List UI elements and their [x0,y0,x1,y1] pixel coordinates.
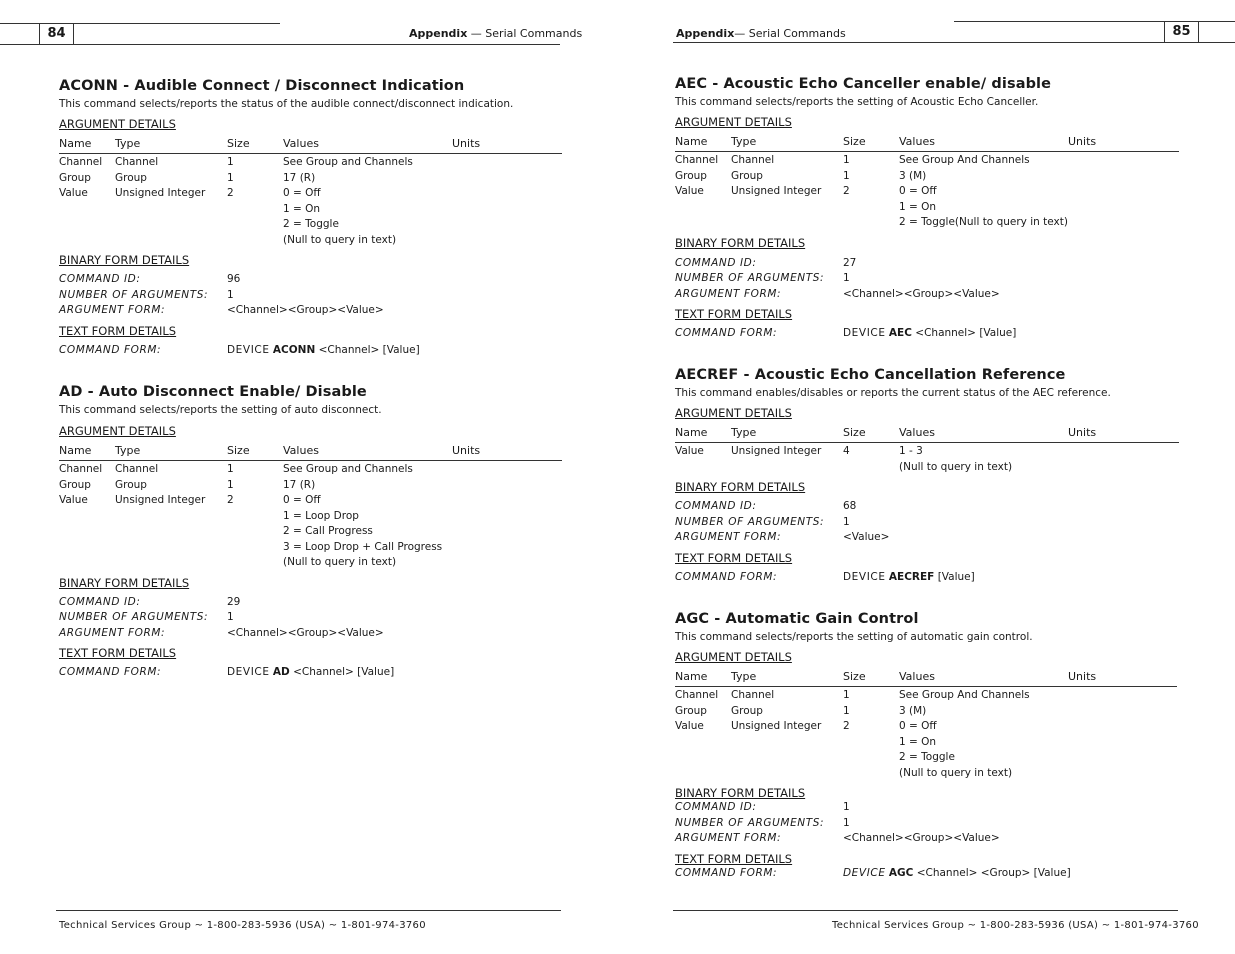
column-header-type: Type [115,444,141,457]
cell-type: Group [731,169,763,182]
table-row [675,153,1179,169]
table-row [675,719,1177,735]
column-header-size: Size [843,135,866,148]
num-args: 1 [843,272,850,284]
argument-heading: ARGUMENT DETAILS [675,650,792,664]
table-header [59,137,562,154]
column-header-size: Size [227,137,250,150]
cell-values: 0 = Off [283,187,321,199]
column-header-units: Units [452,137,481,150]
binary-details [675,800,1180,847]
cell-values: 1 = Loop Drop [283,509,359,522]
cell-values: 1 = On [283,202,321,215]
table-row [59,202,562,218]
command-id-label: COMMAND ID: [675,801,757,813]
text-details [675,866,1180,882]
column-header-type: Type [731,426,757,439]
command-form [843,866,1071,882]
cell-values: (Null to query in text) [283,556,397,568]
cf-args: [Value] [937,570,975,583]
cell-name: Channel [675,154,719,166]
cf-command: AD [272,666,290,678]
cell-type: Channel [731,154,775,166]
section-aec [675,76,1180,342]
cell-values: 2 = Toggle [899,751,955,763]
column-header-units: Units [452,444,481,457]
footer: Technical Services Group ~ 1-800-283-5936 (USA) ~ 1-801-974-3760 [59,920,426,931]
cell-values: 1 - 3 [899,445,923,457]
header-rule-bottom [673,42,1235,43]
cell-values: See Group and Channels [283,463,413,475]
cell-name: Value [59,494,88,506]
footer-rule [56,910,561,911]
left-page [0,0,600,954]
column-header-units: Units [1068,135,1097,148]
cell-name: Group [675,169,707,182]
cf-device: DEVICE [843,570,886,583]
table-row [675,704,1177,720]
cf-command: AEC [888,327,912,339]
cell-type: Unsigned Integer [731,720,822,732]
command-id: 27 [843,256,857,269]
table-row [675,215,1179,231]
table-row [675,200,1179,216]
table-row [59,509,562,525]
command-id-label: COMMAND ID: [675,256,757,269]
arg-form: <Value> [843,531,890,543]
num-args: 1 [843,816,850,829]
num-args: 1 [227,611,234,623]
column-header-values: Values [899,670,935,683]
section-description: This command selects/reports the setting of auto disconnect. [59,404,382,416]
cell-type: Channel [731,689,775,701]
cell-type: Group [115,478,147,491]
footer-rule [673,910,1178,911]
section-aconn [59,78,564,358]
cell-values: See Group and Channels [283,156,413,168]
table-row [59,171,562,187]
section-description: This command selects/reports the setting of Acoustic Echo Canceller. [675,96,1039,108]
cf-args: <Channel> [Value] [915,327,1017,339]
cell-name: Channel [59,463,103,475]
section-aecref [675,367,1180,585]
argument-table [59,444,562,571]
section-agc [675,611,1180,881]
command-form-label: COMMAND FORM: [675,570,778,583]
cell-values: (Null to query in text) [899,460,1013,473]
num-args: 1 [843,515,850,528]
cell-values: 2 = Toggle(Null to query in text) [899,216,1068,228]
num-args-label: NUMBER OF ARGUMENTS: [675,272,825,284]
header-rule-bottom [0,44,560,45]
cell-values: 1 = On [899,200,937,213]
column-header-values: Values [283,137,319,150]
cell-values: (Null to query in text) [283,233,397,246]
cell-values: 0 = Off [283,494,321,506]
cell-size: 1 [843,689,850,701]
arg-form-label: ARGUMENT FORM: [675,531,782,543]
cell-values: See Group And Channels [899,689,1030,701]
header-rest: — Serial Commands [467,27,583,40]
cell-type: Channel [115,463,159,475]
cf-args: <Channel> [Value] [318,343,420,356]
command-id-label: COMMAND ID: [59,273,141,285]
cell-values: See Group And Channels [899,154,1030,166]
arg-form-label: ARGUMENT FORM: [59,304,166,316]
binary-details [59,272,564,319]
table-row [675,169,1179,185]
cell-name: Value [675,185,704,197]
command-id: 96 [227,273,241,285]
table-row [59,233,562,249]
column-header-name: Name [675,426,708,439]
text-heading: TEXT FORM DETAILS [675,851,793,866]
cell-values: 17 (R) [283,478,316,491]
command-id-label: COMMAND ID: [675,500,757,512]
column-header-type: Type [115,137,141,150]
column-header-type: Type [731,670,757,683]
argument-heading: ARGUMENT DETAILS [675,406,792,420]
cell-size: 2 [227,187,234,199]
command-form-label: COMMAND FORM: [59,343,162,356]
table-header [675,670,1177,687]
cell-values: 2 = Toggle [283,218,339,230]
text-heading: TEXT FORM DETAILS [59,323,177,338]
cell-values: 3 = Loop Drop + Call Progress [283,540,443,553]
running-header [676,27,846,40]
num-args-label: NUMBER OF ARGUMENTS: [59,288,209,301]
cell-type: Unsigned Integer [731,185,822,197]
table-row [59,524,562,540]
column-header-type: Type [731,135,757,148]
cell-size: 4 [843,445,850,457]
footer: Technical Services Group ~ 1-800-283-5936 (USA) ~ 1-801-974-3760 [832,920,1199,931]
table-row [59,478,562,494]
cell-values: 3 (M) [899,169,927,182]
column-header-name: Name [675,135,708,148]
arg-form: <Channel><Group><Value> [227,626,384,639]
command-form-label: COMMAND FORM: [675,866,778,879]
binary-heading: BINARY FORM DETAILS [59,253,190,267]
arg-form-label: ARGUMENT FORM: [59,626,166,639]
arg-form: <Channel><Group><Value> [227,304,384,316]
text-heading: TEXT FORM DETAILS [59,646,177,660]
table-row [59,493,562,509]
cell-values: 1 = On [899,735,937,748]
column-header-units: Units [1068,670,1097,683]
column-header-name: Name [675,670,708,683]
table-row [59,555,562,571]
cell-name: Channel [59,156,103,168]
cell-values: 3 (M) [899,704,927,717]
command-id: 1 [843,801,850,813]
table-row [59,217,562,233]
cell-values: 17 (R) [283,171,316,184]
cell-size: 2 [843,720,850,732]
cell-size: 1 [843,704,850,717]
cf-command: AGC [888,866,914,879]
table-row [59,462,562,478]
cf-device: DEVICE [843,866,886,879]
argument-table [675,670,1177,781]
cell-size: 1 [227,463,234,475]
cf-device: DEVICE [227,343,270,356]
arg-form-label: ARGUMENT FORM: [675,287,782,300]
header-bold: Appendix [409,27,468,40]
cell-type: Unsigned Integer [115,494,206,506]
cf-device: DEVICE [843,327,886,339]
cell-values: (Null to query in text) [899,766,1013,779]
table-row [59,540,562,556]
argument-heading: ARGUMENT DETAILS [59,117,176,131]
table-row [675,735,1177,751]
cell-name: Channel [675,689,719,701]
cell-name: Group [675,704,707,717]
table-row [59,186,562,202]
section-ad [59,384,564,681]
cell-size: 2 [843,185,850,197]
cell-name: Value [675,445,704,457]
table-row [59,155,562,171]
cell-name: Value [675,720,704,732]
section-title: AGC - Automatic Gain Control [675,611,919,627]
table-row [675,444,1179,460]
cell-values: 0 = Off [899,185,937,197]
command-id: 29 [227,595,241,608]
table-row [675,184,1179,200]
command-form-label: COMMAND FORM: [675,327,778,339]
section-title: AECREF - Acoustic Echo Cancellation Reference [675,367,1066,383]
page-number: 85 [1164,21,1199,43]
text-heading: TEXT FORM DETAILS [675,307,793,321]
cell-size: 2 [227,494,234,506]
column-header-values: Values [283,444,319,457]
page-number: 84 [39,23,74,45]
column-header-size: Size [843,670,866,683]
arg-form-label: ARGUMENT FORM: [675,832,782,844]
cell-values: 0 = Off [899,720,937,732]
column-header-size: Size [227,444,250,457]
binary-details [59,595,564,642]
column-header-units: Units [1068,426,1097,439]
argument-table [675,426,1179,475]
running-header [409,27,582,40]
section-description: This command selects/reports the setting of automatic gain control. [675,631,1033,643]
command-id: 68 [843,500,857,512]
command-form [843,326,1016,342]
cell-size: 1 [227,156,234,168]
text-details [59,665,564,681]
binary-details [675,499,1180,546]
binary-heading: BINARY FORM DETAILS [675,235,806,250]
command-form [227,343,420,359]
column-header-values: Values [899,426,935,439]
section-description: This command selects/reports the status of the audible connect/disconnect indication. [59,98,514,110]
binary-details [675,256,1180,303]
cf-device: DEVICE [227,666,270,678]
table-row [675,460,1179,476]
cell-type: Unsigned Integer [115,187,206,199]
cell-type: Channel [115,156,159,168]
text-details [675,326,1180,342]
section-title: ACONN - Audible Connect / Disconnect Indication [59,78,465,94]
header-bold: Appendix [676,27,735,40]
section-title: AD - Auto Disconnect Enable/ Disable [59,384,367,400]
cell-size: 1 [227,478,234,491]
cell-name: Value [59,187,88,199]
cell-name: Group [59,478,91,491]
cf-command: AECREF [888,570,935,583]
num-args-label: NUMBER OF ARGUMENTS: [675,816,825,829]
argument-table [675,135,1179,231]
command-form [227,665,394,681]
cell-values: 2 = Call Progress [283,525,373,537]
table-row [675,766,1177,782]
column-header-name: Name [59,137,92,150]
cf-command: ACONN [272,343,316,356]
cell-type: Group [731,704,763,717]
arg-form: <Channel><Group><Value> [843,287,1000,300]
binary-heading: BINARY FORM DETAILS [59,575,190,590]
column-header-size: Size [843,426,866,439]
column-header-name: Name [59,444,92,457]
text-details [59,343,564,359]
command-form-label: COMMAND FORM: [59,666,162,678]
binary-heading: BINARY FORM DETAILS [675,480,806,494]
num-args-label: NUMBER OF ARGUMENTS: [59,611,209,623]
table-header [675,426,1179,443]
cell-type: Unsigned Integer [731,445,822,457]
binary-heading: BINARY FORM DETAILS [675,786,806,800]
argument-heading: ARGUMENT DETAILS [59,424,176,438]
cell-size: 1 [843,154,850,166]
cf-args: <Channel> [Value] [293,666,395,678]
argument-heading: ARGUMENT DETAILS [675,115,792,129]
section-title: AEC - Acoustic Echo Canceller enable/ disable [675,76,1052,92]
section-description: This command enables/disables or reports the current status of the AEC reference. [675,387,1111,399]
right-page [617,0,1235,954]
argument-table [59,137,562,248]
cell-type: Group [115,171,147,184]
text-details [675,570,1180,586]
table-header [675,135,1179,152]
cell-size: 1 [227,171,234,184]
table-row [675,688,1177,704]
text-heading: TEXT FORM DETAILS [675,550,793,565]
num-args: 1 [227,288,234,301]
header-rest: — Serial Commands [734,27,846,40]
table-header [59,444,562,461]
column-header-values: Values [899,135,935,148]
table-row [675,750,1177,766]
cell-size: 1 [843,169,850,182]
command-form [843,570,975,586]
cell-name: Group [59,171,91,184]
arg-form: <Channel><Group><Value> [843,832,1000,844]
cf-args: <Channel> <Group> [Value] [916,866,1071,879]
num-args-label: NUMBER OF ARGUMENTS: [675,515,825,528]
command-id-label: COMMAND ID: [59,595,141,608]
